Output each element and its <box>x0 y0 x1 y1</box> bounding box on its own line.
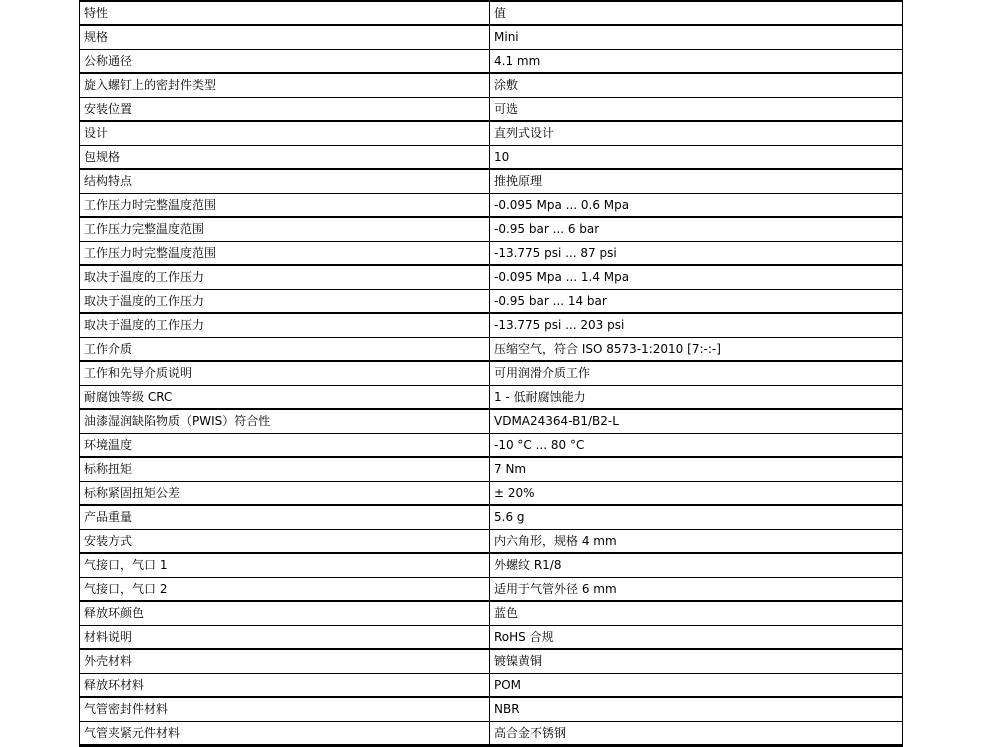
property-cell: 工作压力时完整温度范围 <box>80 241 490 265</box>
property-cell: 气管夹紧元件材料 <box>80 721 490 746</box>
property-cell: 安装位置 <box>80 97 490 121</box>
spec-table-body <box>80 1 903 746</box>
value-cell: POM <box>490 673 903 697</box>
table-row <box>80 169 903 193</box>
property-cell: 工作压力完整温度范围 <box>80 217 490 241</box>
table-row <box>80 337 903 361</box>
table-row <box>80 577 903 601</box>
table-row <box>80 409 903 433</box>
value-cell: -13.775 psi ... 203 psi <box>490 313 903 337</box>
value-cell: ± 20% <box>490 481 903 505</box>
value-cell: 涂敷 <box>490 73 903 97</box>
value-cell: 推挽原理 <box>490 169 903 193</box>
table-row <box>80 145 903 169</box>
value-cell: 直列式设计 <box>490 121 903 145</box>
property-cell: 环境温度 <box>80 433 490 457</box>
value-cell: -0.95 bar ... 14 bar <box>490 289 903 313</box>
property-cell: 旋入螺钉上的密封件类型 <box>80 73 490 97</box>
table-row <box>80 433 903 457</box>
table-row <box>80 457 903 481</box>
property-cell: 工作介质 <box>80 337 490 361</box>
table-row <box>80 601 903 625</box>
table-row <box>80 217 903 241</box>
table-row <box>80 553 903 577</box>
property-cell: 油漆湿润缺陷物质（PWIS）符合性 <box>80 409 490 433</box>
table-row <box>80 193 903 217</box>
table-header-row <box>80 1 903 25</box>
property-cell: 取决于温度的工作压力 <box>80 313 490 337</box>
property-cell: 规格 <box>80 25 490 49</box>
value-cell: NBR <box>490 697 903 721</box>
value-cell: 内六角形，规格 4 mm <box>490 529 903 553</box>
spec-table <box>79 0 903 747</box>
table-row <box>80 313 903 337</box>
value-cell: 镀镍黄铜 <box>490 649 903 673</box>
property-cell: 释放环材料 <box>80 673 490 697</box>
table-row <box>80 289 903 313</box>
table-row <box>80 25 903 49</box>
property-cell: 包规格 <box>80 145 490 169</box>
value-cell: 7 Nm <box>490 457 903 481</box>
value-cell: 5.6 g <box>490 505 903 529</box>
table-row <box>80 529 903 553</box>
table-row <box>80 385 903 409</box>
table-row <box>80 649 903 673</box>
value-cell: 可用润滑介质工作 <box>490 361 903 385</box>
header-value: 值 <box>490 1 903 25</box>
value-cell: 压缩空气，符合 ISO 8573-1:2010 [7:-:-] <box>490 337 903 361</box>
property-cell: 气接口，气口 2 <box>80 577 490 601</box>
value-cell: 适用于气管外径 6 mm <box>490 577 903 601</box>
property-cell: 释放环颜色 <box>80 601 490 625</box>
property-cell: 安装方式 <box>80 529 490 553</box>
table-row <box>80 673 903 697</box>
table-row <box>80 97 903 121</box>
value-cell: 1 - 低耐腐蚀能力 <box>490 385 903 409</box>
property-cell: 外壳材料 <box>80 649 490 673</box>
value-cell: 外螺纹 R1/8 <box>490 553 903 577</box>
value-cell: 蓝色 <box>490 601 903 625</box>
table-row <box>80 73 903 97</box>
table-row <box>80 625 903 649</box>
value-cell: -13.775 psi ... 87 psi <box>490 241 903 265</box>
property-cell: 工作和先导介质说明 <box>80 361 490 385</box>
table-row <box>80 481 903 505</box>
property-cell: 产品重量 <box>80 505 490 529</box>
value-cell: -0.95 bar ... 6 bar <box>490 217 903 241</box>
property-cell: 气管密封件材料 <box>80 697 490 721</box>
table-row <box>80 361 903 385</box>
value-cell: 4.1 mm <box>490 49 903 73</box>
property-cell: 公称通径 <box>80 49 490 73</box>
property-cell: 材料说明 <box>80 625 490 649</box>
value-cell: RoHS 合规 <box>490 625 903 649</box>
value-cell: 高合金不锈钢 <box>490 721 903 746</box>
property-cell: 设计 <box>80 121 490 145</box>
property-cell: 取决于温度的工作压力 <box>80 289 490 313</box>
table-row <box>80 49 903 73</box>
value-cell: -0.095 Mpa ... 1.4 Mpa <box>490 265 903 289</box>
property-cell: 标称紧固扭矩公差 <box>80 481 490 505</box>
property-cell: 工作压力时完整温度范围 <box>80 193 490 217</box>
property-cell: 标称扭矩 <box>80 457 490 481</box>
table-row <box>80 121 903 145</box>
table-row <box>80 721 903 746</box>
header-property: 特性 <box>80 1 490 25</box>
property-cell: 取决于温度的工作压力 <box>80 265 490 289</box>
value-cell: VDMA24364-B1/B2-L <box>490 409 903 433</box>
value-cell: -0.095 Mpa ... 0.6 Mpa <box>490 193 903 217</box>
table-row <box>80 265 903 289</box>
property-cell: 结构特点 <box>80 169 490 193</box>
property-cell: 耐腐蚀等级 CRC <box>80 385 490 409</box>
table-row <box>80 505 903 529</box>
table-row <box>80 697 903 721</box>
value-cell: Mini <box>490 25 903 49</box>
value-cell: 10 <box>490 145 903 169</box>
value-cell: 可选 <box>490 97 903 121</box>
table-row <box>80 241 903 265</box>
property-cell: 气接口，气口 1 <box>80 553 490 577</box>
value-cell: -10 °C ... 80 °C <box>490 433 903 457</box>
